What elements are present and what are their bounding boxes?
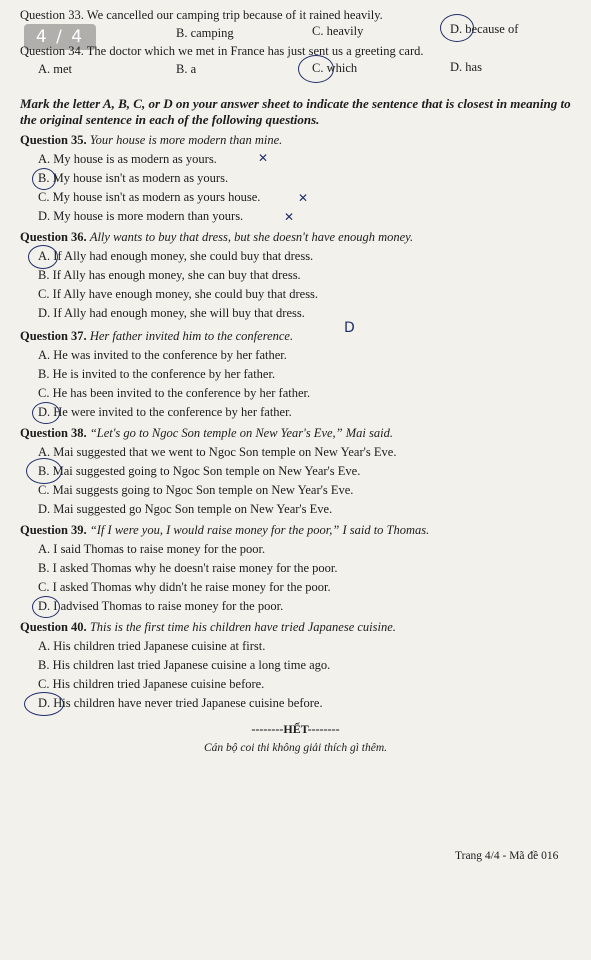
q40-option-a: A. His children tried Japanese cuisine at first.: [38, 639, 266, 653]
q37-option-b: B. He is invited to the conference by her father.: [38, 367, 276, 381]
question-38-number: Question 38.: [20, 426, 87, 440]
question-35: [20, 133, 282, 148]
q36-option-c: C. If Ally have enough money, she could buy that dress.: [38, 287, 319, 301]
q33-option-d: D. because of: [450, 22, 519, 36]
question-34: Question 34. The doctor which we met in France has just sent us a greeting card.: [20, 44, 424, 58]
cross-mark-q35a: ✕: [258, 151, 269, 165]
answer-circle-q38: [26, 458, 62, 484]
q35-option-c: C. My house isn't as modern as yours house.: [38, 190, 261, 204]
answer-circle-q37: [32, 402, 60, 424]
q37-option-c: C. He has been invited to the conference by her father.: [38, 386, 311, 400]
question-39-stem: “If I were you, I would raise money for the poor,” I said to Thomas.: [89, 523, 430, 537]
answer-circle-q40: [24, 692, 64, 716]
question-33: Question 33. We cancelled our camping trip because of it rained heavily.: [20, 8, 383, 22]
question-35-number: Question 35.: [20, 133, 87, 147]
question-40-stem: This is the first time his children have tried Japanese cuisine.: [89, 620, 396, 634]
q34-option-c: C. which: [312, 61, 358, 75]
q36-option-b: B. If Ally has enough money, she can buy that dress.: [38, 268, 301, 282]
question-39-number: Question 39.: [20, 523, 87, 537]
question-36: [20, 230, 413, 245]
q35-option-a: A. My house is as modern as yours.: [38, 152, 217, 166]
page-counter-badge: 4 / 4: [24, 24, 96, 50]
answer-circle-q35: [32, 168, 56, 190]
question-37-number: Question 37.: [20, 329, 87, 343]
q34-option-d: D. has: [450, 60, 482, 74]
question-40-number: Question 40.: [20, 620, 87, 634]
q35-option-d: D. My house is more modern than yours.: [38, 209, 244, 223]
end-marker: --------HẾT--------: [251, 722, 340, 736]
q39-option-d: D. I advised Thomas to raise money for the poor.: [38, 599, 284, 613]
q36-option-d: D. If Ally had enough money, she will buy that dress.: [38, 306, 305, 320]
q39-option-a: A. I said Thomas to raise money for the poor.: [38, 542, 266, 556]
section-instruction: Mark the letter A, B, C, or D on your answer sheet to indicate the sentence that is closest in meaning to the original sentence in each of the following questions.: [20, 96, 571, 127]
answer-circle-q33: [440, 14, 474, 42]
q40-option-d: D. His children have never tried Japanese cuisine before.: [38, 696, 323, 710]
question-36-stem: Ally wants to buy that dress, but she doesn't have enough money.: [89, 230, 414, 244]
question-36-number: Question 36.: [20, 230, 87, 244]
q35-option-b: B. My house isn't as modern as yours.: [38, 171, 229, 185]
q33-option-c: C. heavily: [312, 24, 364, 38]
q39-option-c: C. I asked Thomas why didn't he raise money for the poor.: [38, 580, 331, 594]
question-35-stem: Your house is more modern than mine.: [89, 133, 283, 147]
answer-circle-q39: [32, 596, 60, 618]
answer-circle-q36: [28, 245, 58, 269]
q37-option-d: D. He were invited to the conference by her father.: [38, 405, 292, 419]
q38-option-c: C. Mai suggests going to Ngoc Son temple on New Year's Eve.: [38, 483, 354, 497]
answer-circle-q34: [298, 55, 334, 83]
question-39: [20, 523, 429, 538]
question-38-stem: “Let's go to Ngoc Son temple on New Year's Eve,” Mai said.: [89, 426, 393, 440]
q38-option-b: B. Mai suggested going to Ngoc Son temple on New Year's Eve.: [38, 464, 361, 478]
cross-mark-q35c: ✕: [298, 191, 309, 205]
q34-option-b: B. a: [176, 62, 197, 76]
q33-option-b: B. camping: [176, 26, 234, 40]
question-40: [20, 620, 396, 635]
page-footer: Trang 4/4 - Mã đề 016: [455, 850, 559, 862]
q39-option-b: B. I asked Thomas why he doesn't raise money for the poor.: [38, 561, 338, 575]
proctor-note: Cán bộ coi thi không giải thích gì thêm.: [203, 742, 388, 754]
q38-option-d: D. Mai suggested go Ngoc Son temple on New Year's Eve.: [38, 502, 333, 516]
question-37: [20, 329, 293, 344]
q34-option-a: A. met: [38, 62, 73, 76]
q36-option-a: A. If Ally had enough money, she could buy that dress.: [38, 249, 314, 263]
q40-option-c: C. His children tried Japanese cuisine before.: [38, 677, 265, 691]
handwritten-d-mark: D: [344, 320, 355, 336]
cross-mark-q35d: ✕: [284, 210, 295, 224]
question-37-stem: Her father invited him to the conference.: [89, 329, 294, 343]
question-38: [20, 426, 393, 441]
q38-option-a: A. Mai suggested that we went to Ngoc Son temple on New Year's Eve.: [38, 445, 397, 459]
q40-option-b: B. His children last tried Japanese cuisine a long time ago.: [38, 658, 331, 672]
q37-option-a: A. He was invited to the conference by her father.: [38, 348, 287, 362]
